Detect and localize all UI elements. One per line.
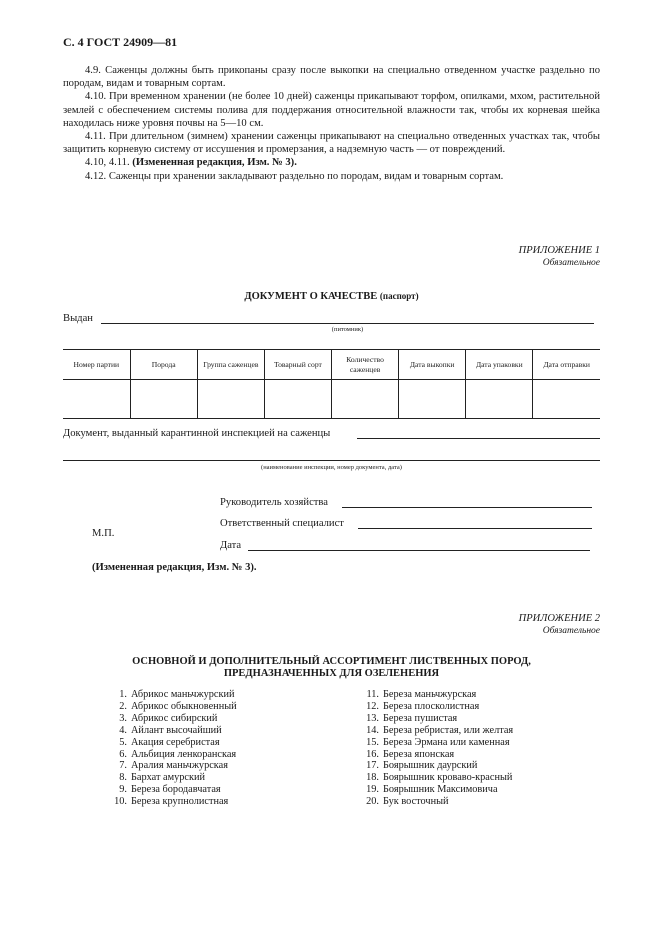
item-number: 3. [119,712,127,724]
column-header: Количество саженцев [332,350,399,380]
list-item [357,713,513,725]
item-name: Береза японская [383,748,455,760]
appendix-1-title-main: ДОКУМЕНТ О КАЧЕСТВЕ [244,291,378,302]
quality-table [63,349,600,419]
column-header: Дата выкопки [399,350,466,380]
quarantine-field-line-2[interactable] [63,460,600,461]
list-item [105,689,237,701]
item-number: 13. [366,712,379,724]
item-number: 6. [119,748,127,760]
table-cell[interactable] [533,380,600,419]
appendix-2-title [63,656,600,680]
item-number: 16. [366,748,379,760]
item-name: Альбиция ленкоранская [131,748,237,760]
item-name: Боярышник кроваво-красный [383,772,513,784]
paragraph-4-9: 4.9. Саженцы должны быть прикопаны сразу после выкопки на специально отведенном участке раздельно по породам, видам и товарным сортам. [63,65,600,90]
list-item [105,749,237,761]
species-list-left [105,689,237,808]
list-item [357,796,513,808]
item-name: Боярышник даурский [383,760,478,772]
specialist-signature-field[interactable] [358,528,592,529]
species-list-right [357,689,513,808]
table-cell[interactable] [466,380,533,419]
list-item [357,784,513,796]
list-item [105,796,237,808]
list-item [105,725,237,737]
item-name: Береза ребристая, или желтая [383,724,514,736]
item-name: Береза маньчжурская [383,689,477,700]
item-name: Аралия маньчжурская [131,760,228,772]
stamp-label: М.П. [92,528,115,539]
item-number: 20. [366,796,379,808]
list-item [357,760,513,772]
column-header: Номер партии [63,350,130,380]
item-number: 18. [366,772,379,784]
quarantine-field[interactable] [357,438,600,439]
paragraph-4-12: 4.12. Саженцы при хранении закладывают раздельно по породам, видам и товарным сортам. [85,170,504,182]
item-name: Абрикос обыкновенный [131,700,237,712]
appendix-1-status: Обязательное [542,258,600,268]
column-header: Группа саженцев [197,350,264,380]
paragraph-amendment [63,156,600,169]
table-cell[interactable] [130,380,197,419]
list-item [105,772,237,784]
appendix-1-heading [519,245,600,269]
list-item [105,784,237,796]
column-header: Товарный сорт [264,350,331,380]
appendix-1-amendment: (Измененная редакция, Изм. № 3). [92,562,257,573]
item-number: 17. [366,760,379,772]
list-item [105,701,237,713]
list-item [357,701,513,713]
item-name: Береза пушистая [383,712,458,724]
appendix-2-heading [519,613,600,637]
item-number: 15. [366,736,379,748]
column-header: Дата отправки [533,350,600,380]
issued-field[interactable] [101,323,594,324]
item-number: 5. [119,736,127,748]
list-item [105,737,237,749]
item-number: 1. [119,689,127,700]
list-item [357,725,513,737]
item-number: 4. [119,724,127,736]
list-item [357,772,513,784]
item-name: Бук восточный [383,796,449,808]
table-cell[interactable] [197,380,264,419]
issued-caption: (питомник) [331,326,364,333]
item-number: 2. [119,700,127,712]
table-cell[interactable] [63,380,130,419]
item-name: Бархат амурский [131,772,205,784]
table-cell[interactable] [332,380,399,419]
item-name: Береза бородавчатая [131,784,221,796]
item-name: Айлант высочайший [131,724,222,736]
item-number: 12. [366,700,379,712]
list-item [357,689,513,701]
item-name: Береза плосколистная [383,700,480,712]
item-name: Абрикос маньчжурский [131,689,235,700]
head-signature-field[interactable] [342,507,592,508]
head-label: Руководитель хозяйства [220,497,328,508]
appendix-1-title [63,291,600,302]
item-number: 8. [119,772,127,784]
table-cell[interactable] [399,380,466,419]
item-number: 7. [119,760,127,772]
appendix-2-label: ПРИЛОЖЕНИЕ 2 [518,613,600,624]
table-row [63,380,600,419]
item-name: Боярышник Максимовича [383,784,498,796]
specialist-label: Ответственный специалист [220,518,344,529]
item-number: 11. [366,689,379,700]
page-header: С. 4 ГОСТ 24909—81 [63,35,178,49]
item-name: Абрикос сибирский [131,712,218,724]
list-item [105,760,237,772]
appendix-1-label: ПРИЛОЖЕНИЕ 1 [518,245,600,256]
table-cell[interactable] [264,380,331,419]
paragraph-4-11: 4.11. При длительном (зимнем) хранении саженцы прикапывают на специально отведенных участках так, чтобы защитить корневую систему от иссушения и промерзания, а надземную часть — от повреждений. [63,131,600,156]
table-header-row [63,350,600,380]
appendix-2-title-line-1: ОСНОВНОЙ И ДОПОЛНИТЕЛЬНЫЙ АССОРТИМЕНТ ЛИСТВЕННЫХ ПОРОД, [132,656,531,667]
column-header: Дата упаковки [466,350,533,380]
item-number: 14. [366,724,379,736]
item-name: Береза крупнолистная [131,796,229,808]
item-number: 19. [366,784,379,796]
date-label: Дата [220,540,242,551]
appendix-2-title-line-2: ПРЕДНАЗНАЧЕННЫХ ДЛЯ ОЗЕЛЕНЕНИЯ [223,668,440,679]
section-4-text [63,64,600,183]
appendix-2-status: Обязательное [542,626,600,636]
item-number: 9. [119,784,127,796]
list-item [105,713,237,725]
column-header: Порода [130,350,197,380]
issued-label: Выдан [63,313,93,324]
amendment-prefix: 4.10, 4.11. [85,157,130,169]
appendix-1-title-suffix: (паспорт) [379,291,419,301]
list-item [357,737,513,749]
quarantine-caption: (наименование инспекции, номер документа, дата) [261,464,402,471]
item-name: Акация серебристая [131,736,220,748]
date-field[interactable] [248,550,590,551]
amendment-text: (Измененная редакция, Изм. № 3). [132,157,297,169]
item-number: 10. [114,796,127,808]
item-name: Береза Эрмана или каменная [383,736,510,748]
quarantine-label: Документ, выданный карантинной инспекцией на саженцы [63,428,331,439]
list-item [357,749,513,761]
paragraph-4-10: 4.10. При временном хранении (не более 10 дней) саженцы прикапывают торфом, опилками, мхом, растительной землей с обеспечением системы полива для поддержания относительной влажности так, чтобы их корневая шейка находилась ниже уровня почвы на 5—10 см. [63,91,600,129]
